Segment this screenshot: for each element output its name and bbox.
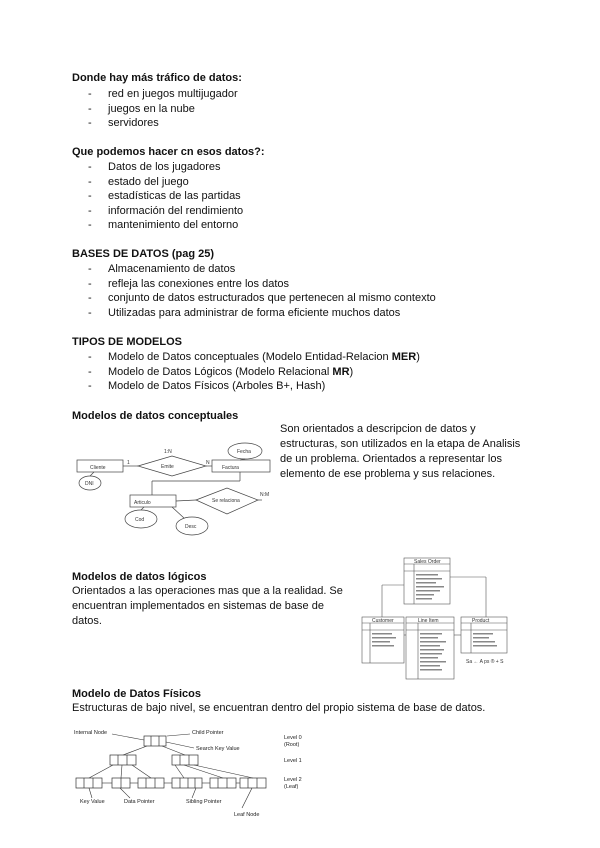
label-card-1: 1 — [127, 460, 130, 466]
list-item: - Modelo de Datos Lógicos (Modelo Relacional MR) — [88, 365, 354, 378]
label-emite: Emite — [161, 464, 174, 470]
list-what-to-do — [88, 160, 243, 233]
heading-traffic: Donde hay más tráfico de datos: — [72, 72, 242, 84]
label-table-right: Product — [472, 618, 490, 624]
list-item: - estadísticas de las partidas — [88, 190, 241, 203]
list-databases — [88, 262, 436, 320]
label-key-value: Key Value — [80, 799, 105, 805]
list-item: - Modelo de Datos Físicos (Arboles B+, Hash) — [88, 380, 326, 393]
label-table-top: Sales Order — [414, 559, 441, 565]
label-desc: Desc — [185, 524, 197, 530]
er-diagram — [72, 436, 278, 540]
label-fecha: Fecha — [237, 449, 251, 455]
btree-level1-node — [172, 755, 198, 765]
heading-model-types: TIPOS DE MODELOS — [72, 336, 183, 348]
heading-logical: Modelos de datos lógicos — [72, 571, 207, 583]
label-cod: Cod — [135, 517, 145, 523]
label-articulo: Articulo — [134, 500, 151, 506]
heading-databases: BASES DE DATOS (pag 25) — [72, 248, 215, 260]
list-item: - Modelo de Datos conceptuales (Modelo Entidad-Relacion MER) — [88, 351, 420, 363]
list-item: - mantenimiento del entorno — [88, 219, 239, 232]
label-level1: Level 1 — [284, 758, 302, 764]
label-root: (Root) — [284, 742, 300, 748]
label-card-nm: N:M — [260, 492, 270, 498]
label-cliente: Cliente — [90, 465, 106, 471]
list-item: - servidores — [88, 117, 159, 130]
list-item: - Datos de los jugadores — [88, 161, 221, 173]
label-level0: Level 0 — [284, 735, 302, 741]
label-child-pointer: Child Pointer — [192, 730, 224, 736]
list-item: - Almacenamiento de datos — [88, 263, 236, 275]
label-table-left: Customer — [372, 618, 394, 624]
label-caption: Sa ← A ps ® + S — [466, 659, 504, 665]
heading-conceptual: Modelos de datos conceptuales — [72, 410, 239, 422]
label-dni: DNI — [85, 481, 94, 487]
btree-leaf-node — [138, 778, 164, 788]
physical-description: Estructuras de bajo nivel, se encuentran dentro del propio sistema de base de datos. — [72, 702, 486, 714]
list-traffic — [88, 87, 238, 131]
label-leaf: (Leaf) — [284, 784, 299, 790]
label-sibling-pointer: Sibling Pointer — [186, 799, 222, 805]
list-item: - juegos en la nube — [88, 102, 195, 115]
list-model-types — [88, 350, 420, 394]
heading-what-to-do: Que podemos hacer cn esos datos?: — [72, 146, 265, 158]
label-table-mid: Line Item — [418, 618, 439, 624]
btree-leaf-node — [76, 778, 102, 788]
btree-level1-node — [110, 755, 136, 765]
btree-root-node — [144, 736, 166, 746]
label-tiene: Se relaciona — [212, 498, 240, 504]
label-card-1n: 1:N — [164, 449, 172, 455]
btree-leaf-node — [240, 778, 266, 788]
logical-description: Orientados a las operaciones mas que a la realidad. Se encuentran implementados en sistemas de base de datos. — [72, 585, 343, 627]
list-item: - estado del juego — [88, 175, 189, 188]
list-item: - conjunto de datos estructurados que pertenecen al mismo contexto — [88, 292, 436, 305]
list-item: - información del rendimiento — [88, 204, 244, 217]
label-data-pointer: Data Pointer — [124, 799, 155, 805]
btree-leaf-node — [210, 778, 236, 788]
label-leaf-node: Leaf Node — [234, 812, 260, 818]
label-card-n: N — [206, 460, 210, 466]
label-factura: Factura — [222, 465, 239, 471]
list-item: - Utilizadas para administrar de forma eficiente muchos datos — [88, 306, 401, 319]
label-internal-node: Internal Node — [74, 730, 108, 736]
label-level2: Level 2 — [284, 777, 302, 783]
relational-diagram — [358, 555, 518, 680]
list-item: - refleja las conexiones entre los datos — [88, 277, 289, 290]
btree-leaf-node — [172, 778, 202, 788]
conceptual-description: Son orientados a descripcion de datos y estructuras, son utilizados en la etapa de Analisis de un problema. Orientados a representar los elemento de ese problema y sus relaciones. — [280, 423, 521, 480]
heading-physical: Modelo de Datos Físicos — [72, 688, 201, 700]
label-search-key: Search Key Value — [196, 746, 240, 752]
entity-factura — [212, 460, 270, 472]
list-item: - red en juegos multijugador — [88, 88, 238, 100]
btree-diagram — [72, 728, 332, 822]
